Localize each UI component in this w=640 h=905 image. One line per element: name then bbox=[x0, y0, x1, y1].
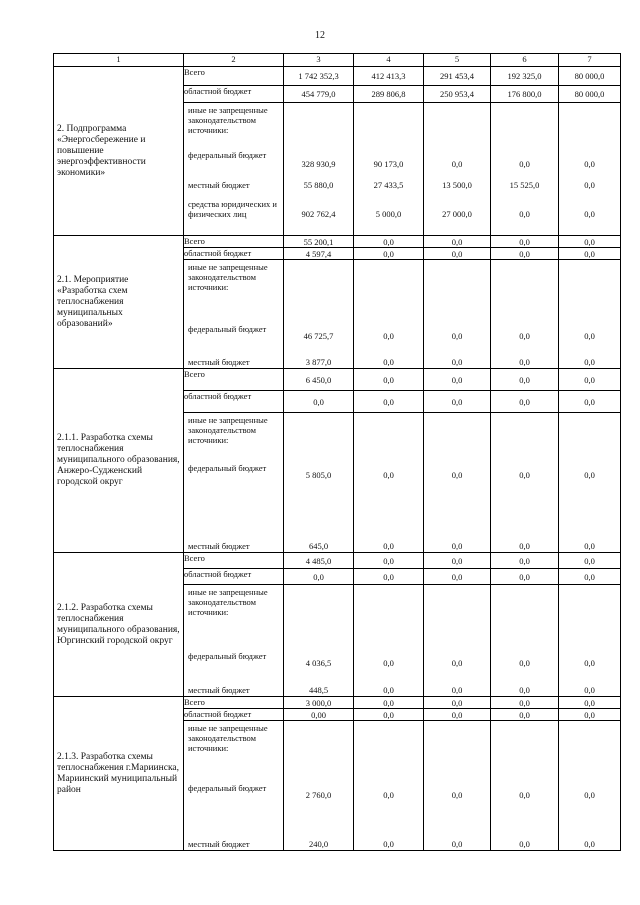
value-cell: 0,0 bbox=[491, 248, 559, 260]
value-cell: 0,0 bbox=[424, 697, 491, 709]
federal-value: 0,0 bbox=[383, 790, 394, 800]
local-value: 0,0 bbox=[584, 685, 595, 695]
value-cell-group bbox=[559, 585, 621, 697]
value-cell-group bbox=[354, 721, 424, 851]
value-cell-group bbox=[424, 721, 491, 851]
legal-value: 902 762,4 bbox=[301, 209, 336, 219]
source-label-federal: федеральный бюджет bbox=[188, 324, 267, 334]
value-cell: 412 413,3 bbox=[354, 67, 424, 86]
source-label: Всего bbox=[184, 67, 284, 86]
local-value: 0,0 bbox=[451, 839, 463, 849]
value-cell-group bbox=[491, 585, 559, 697]
local-value: 240,0 bbox=[308, 839, 329, 849]
local-value: 0,0 bbox=[519, 357, 530, 367]
federal-value: 2 760,0 bbox=[305, 790, 332, 800]
value-cell: 0,0 bbox=[354, 553, 424, 569]
value-cell-group bbox=[424, 585, 491, 697]
value-cell-group bbox=[284, 413, 354, 553]
source-label-legal: средства юридических и физических лиц bbox=[188, 199, 277, 219]
source-label-local: местный бюджет bbox=[188, 685, 250, 695]
local-value: 0,0 bbox=[451, 541, 463, 551]
federal-value: 0,0 bbox=[519, 658, 530, 668]
value-cell-group bbox=[354, 260, 424, 369]
source-label-other-sources: иные не запрещенные законодательством источники: bbox=[188, 262, 268, 292]
federal-value: 90 173,0 bbox=[373, 159, 404, 169]
value-cell-group bbox=[559, 413, 621, 553]
value-cell-group bbox=[491, 721, 559, 851]
total-row bbox=[54, 553, 621, 569]
local-value: 645,0 bbox=[308, 541, 329, 551]
value-cell-group bbox=[354, 413, 424, 553]
section-title: 2.1. Мероприятие «Разработка схем теплоснабжения муниципальных образований» bbox=[54, 236, 184, 369]
value-cell: 0,0 bbox=[491, 553, 559, 569]
value-cell: 55 200,1 bbox=[284, 236, 354, 248]
value-cell-group bbox=[354, 585, 424, 697]
local-value: 0,0 bbox=[584, 541, 595, 551]
section-title: 2.1.1. Разработка схемы теплоснабжения муниципального образования, Анжеро-Судженский городской округ bbox=[54, 369, 184, 553]
local-value: 0,0 bbox=[519, 839, 530, 849]
value-cell: 0,0 bbox=[559, 391, 621, 413]
source-label-federal: федеральный бюджет bbox=[188, 783, 267, 793]
value-cell: 6 450,0 bbox=[284, 369, 354, 391]
value-cell: 0,0 bbox=[354, 236, 424, 248]
federal-value: 0,0 bbox=[383, 658, 394, 668]
legal-value: 5 000,0 bbox=[375, 209, 402, 219]
section-title: 2.1.2. Разработка схемы теплоснабжения муниципального образования, Юргинский городской округ bbox=[54, 553, 184, 697]
total-row bbox=[54, 236, 621, 248]
source-label-federal: федеральный бюджет bbox=[188, 150, 267, 160]
value-cell: 0,0 bbox=[354, 391, 424, 413]
value-cell: 0,0 bbox=[559, 569, 621, 585]
value-cell: 0,0 bbox=[424, 709, 491, 721]
federal-value: 0,0 bbox=[519, 331, 530, 341]
value-cell: 0,0 bbox=[354, 369, 424, 391]
local-value: 0,0 bbox=[383, 541, 394, 551]
value-cell: 0,0 bbox=[559, 236, 621, 248]
source-labels bbox=[184, 413, 284, 553]
value-cell: 0,0 bbox=[424, 569, 491, 585]
legal-value: 0,0 bbox=[584, 209, 595, 219]
source-label: областной бюджет bbox=[184, 391, 284, 413]
header-cell: 4 bbox=[354, 54, 424, 67]
value-cell: 4 485,0 bbox=[284, 553, 354, 569]
header-cell: 6 bbox=[491, 54, 559, 67]
source-label-local: местный бюджет bbox=[188, 180, 250, 190]
value-cell: 0,0 bbox=[559, 248, 621, 260]
source-label-federal: федеральный бюджет bbox=[188, 463, 267, 473]
federal-value: 0,0 bbox=[584, 790, 595, 800]
federal-value: 0,0 bbox=[451, 159, 463, 169]
value-cell: 0,0 bbox=[559, 369, 621, 391]
federal-value: 0,0 bbox=[519, 470, 530, 480]
source-labels bbox=[184, 260, 284, 369]
local-value: 0,0 bbox=[451, 357, 463, 367]
source-label: Всего bbox=[184, 553, 284, 569]
source-label-other-sources: иные не запрещенные законодательством источники: bbox=[188, 587, 268, 617]
federal-value: 0,0 bbox=[519, 159, 530, 169]
source-label-other-sources: иные не запрещенные законодательством источники: bbox=[188, 105, 268, 135]
header-cell: 5 bbox=[424, 54, 491, 67]
header-cell: 2 bbox=[184, 54, 284, 67]
value-cell: 0,0 bbox=[354, 709, 424, 721]
value-cell: 0,0 bbox=[424, 369, 491, 391]
federal-value: 0,0 bbox=[519, 790, 530, 800]
local-value: 0,0 bbox=[584, 180, 595, 190]
source-label: областной бюджет bbox=[184, 86, 284, 103]
value-cell-group bbox=[424, 260, 491, 369]
local-value: 0,0 bbox=[519, 685, 530, 695]
source-label-local: местный бюджет bbox=[188, 839, 250, 849]
federal-value: 5 805,0 bbox=[305, 470, 332, 480]
value-cell: 4 597,4 bbox=[284, 248, 354, 260]
federal-value: 4 036,5 bbox=[305, 658, 332, 668]
source-label: Всего bbox=[184, 369, 284, 391]
value-cell: 0,0 bbox=[491, 236, 559, 248]
legal-value: 27 000,0 bbox=[442, 209, 472, 219]
value-cell: 0,0 bbox=[491, 697, 559, 709]
legal-value: 0,0 bbox=[519, 209, 530, 219]
value-cell: 289 806,8 bbox=[354, 86, 424, 103]
local-value: 0,0 bbox=[584, 839, 595, 849]
value-cell: 80 000,0 bbox=[559, 67, 621, 86]
value-cell: 0,0 bbox=[491, 369, 559, 391]
local-value: 0,0 bbox=[584, 357, 595, 367]
source-label: Всего bbox=[184, 236, 284, 248]
local-value: 3 877,0 bbox=[305, 357, 332, 367]
value-cell: 0,0 bbox=[559, 553, 621, 569]
value-cell: 80 000,0 bbox=[559, 86, 621, 103]
federal-value: 0,0 bbox=[451, 658, 463, 668]
source-label-other-sources: иные не запрещенные законодательством источники: bbox=[188, 723, 268, 753]
source-label-local: местный бюджет bbox=[188, 357, 250, 367]
source-labels bbox=[184, 103, 284, 236]
total-row bbox=[54, 697, 621, 709]
page-number: 12 bbox=[315, 30, 325, 41]
section-title: 2.1.3. Разработка схемы теплоснабжения г.Мариинска, Мариинский муниципальный район bbox=[54, 697, 184, 851]
header-row bbox=[54, 54, 621, 67]
value-cell-group bbox=[354, 103, 424, 236]
federal-value: 0,0 bbox=[451, 790, 463, 800]
value-cell-group bbox=[284, 721, 354, 851]
federal-value: 0,0 bbox=[451, 331, 463, 341]
federal-value: 328 930,9 bbox=[301, 159, 336, 169]
value-cell-group bbox=[284, 103, 354, 236]
federal-value: 0,0 bbox=[383, 470, 394, 480]
value-cell: 0,0 bbox=[559, 709, 621, 721]
value-cell-group bbox=[559, 721, 621, 851]
value-cell: 0,0 bbox=[284, 391, 354, 413]
value-cell-group bbox=[491, 103, 559, 236]
value-cell-group bbox=[284, 260, 354, 369]
value-cell: 0,0 bbox=[491, 569, 559, 585]
value-cell: 0,0 bbox=[354, 569, 424, 585]
source-label-local: местный бюджет bbox=[188, 541, 250, 551]
local-value: 0,0 bbox=[383, 357, 394, 367]
value-cell: 0,0 bbox=[491, 709, 559, 721]
source-label: областной бюджет bbox=[184, 569, 284, 585]
header-cell: 1 bbox=[54, 54, 184, 67]
value-cell: 291 453,4 bbox=[424, 67, 491, 86]
total-row bbox=[54, 67, 621, 86]
source-label-other-sources: иные не запрещенные законодательством источники: bbox=[188, 415, 268, 445]
local-value: 13 500,0 bbox=[442, 180, 472, 190]
value-cell: 0,0 bbox=[424, 248, 491, 260]
value-cell-group bbox=[559, 260, 621, 369]
value-cell: 1 742 352,3 bbox=[284, 67, 354, 86]
source-labels bbox=[184, 585, 284, 697]
value-cell: 192 325,0 bbox=[491, 67, 559, 86]
source-label: Всего bbox=[184, 697, 284, 709]
value-cell-group bbox=[559, 103, 621, 236]
total-row bbox=[54, 369, 621, 391]
value-cell: 0,0 bbox=[559, 697, 621, 709]
local-value: 27 433,5 bbox=[373, 180, 404, 190]
federal-value: 0,0 bbox=[584, 159, 595, 169]
value-cell: 176 800,0 bbox=[491, 86, 559, 103]
value-cell-group bbox=[491, 413, 559, 553]
header-cell: 7 bbox=[559, 54, 621, 67]
local-value: 448,5 bbox=[308, 685, 329, 695]
value-cell: 0,0 bbox=[424, 391, 491, 413]
local-value: 0,0 bbox=[383, 685, 394, 695]
value-cell-group bbox=[284, 585, 354, 697]
federal-value: 0,0 bbox=[383, 331, 394, 341]
value-cell: 0,0 bbox=[424, 236, 491, 248]
federal-value: 0,0 bbox=[451, 470, 463, 480]
value-cell-group bbox=[424, 413, 491, 553]
local-value: 0,0 bbox=[519, 541, 530, 551]
value-cell: 0,0 bbox=[354, 248, 424, 260]
value-cell-group bbox=[491, 260, 559, 369]
federal-value: 0,0 bbox=[584, 658, 595, 668]
value-cell: 0,0 bbox=[354, 697, 424, 709]
value-cell: 250 953,4 bbox=[424, 86, 491, 103]
value-cell: 3 000,0 bbox=[284, 697, 354, 709]
federal-value: 46 725,7 bbox=[303, 331, 334, 341]
local-value: 55 880,0 bbox=[303, 180, 334, 190]
value-cell: 454 779,0 bbox=[284, 86, 354, 103]
budget-table bbox=[53, 53, 621, 851]
section-title: 2. Подпрограмма «Энергосбережение и повышение энергоэффективности экономики» bbox=[54, 67, 184, 236]
source-labels bbox=[184, 721, 284, 851]
value-cell: 0,0 bbox=[424, 553, 491, 569]
value-cell: 0,00 bbox=[284, 709, 354, 721]
source-label: областной бюджет bbox=[184, 709, 284, 721]
local-value: 15 525,0 bbox=[509, 180, 540, 190]
value-cell: 0,0 bbox=[284, 569, 354, 585]
source-label: областной бюджет bbox=[184, 248, 284, 260]
value-cell: 0,0 bbox=[491, 391, 559, 413]
value-cell-group bbox=[424, 103, 491, 236]
header-cell: 3 bbox=[284, 54, 354, 67]
local-value: 0,0 bbox=[383, 839, 394, 849]
federal-value: 0,0 bbox=[584, 470, 595, 480]
local-value: 0,0 bbox=[451, 685, 463, 695]
federal-value: 0,0 bbox=[584, 331, 595, 341]
source-label-federal: федеральный бюджет bbox=[188, 651, 267, 661]
